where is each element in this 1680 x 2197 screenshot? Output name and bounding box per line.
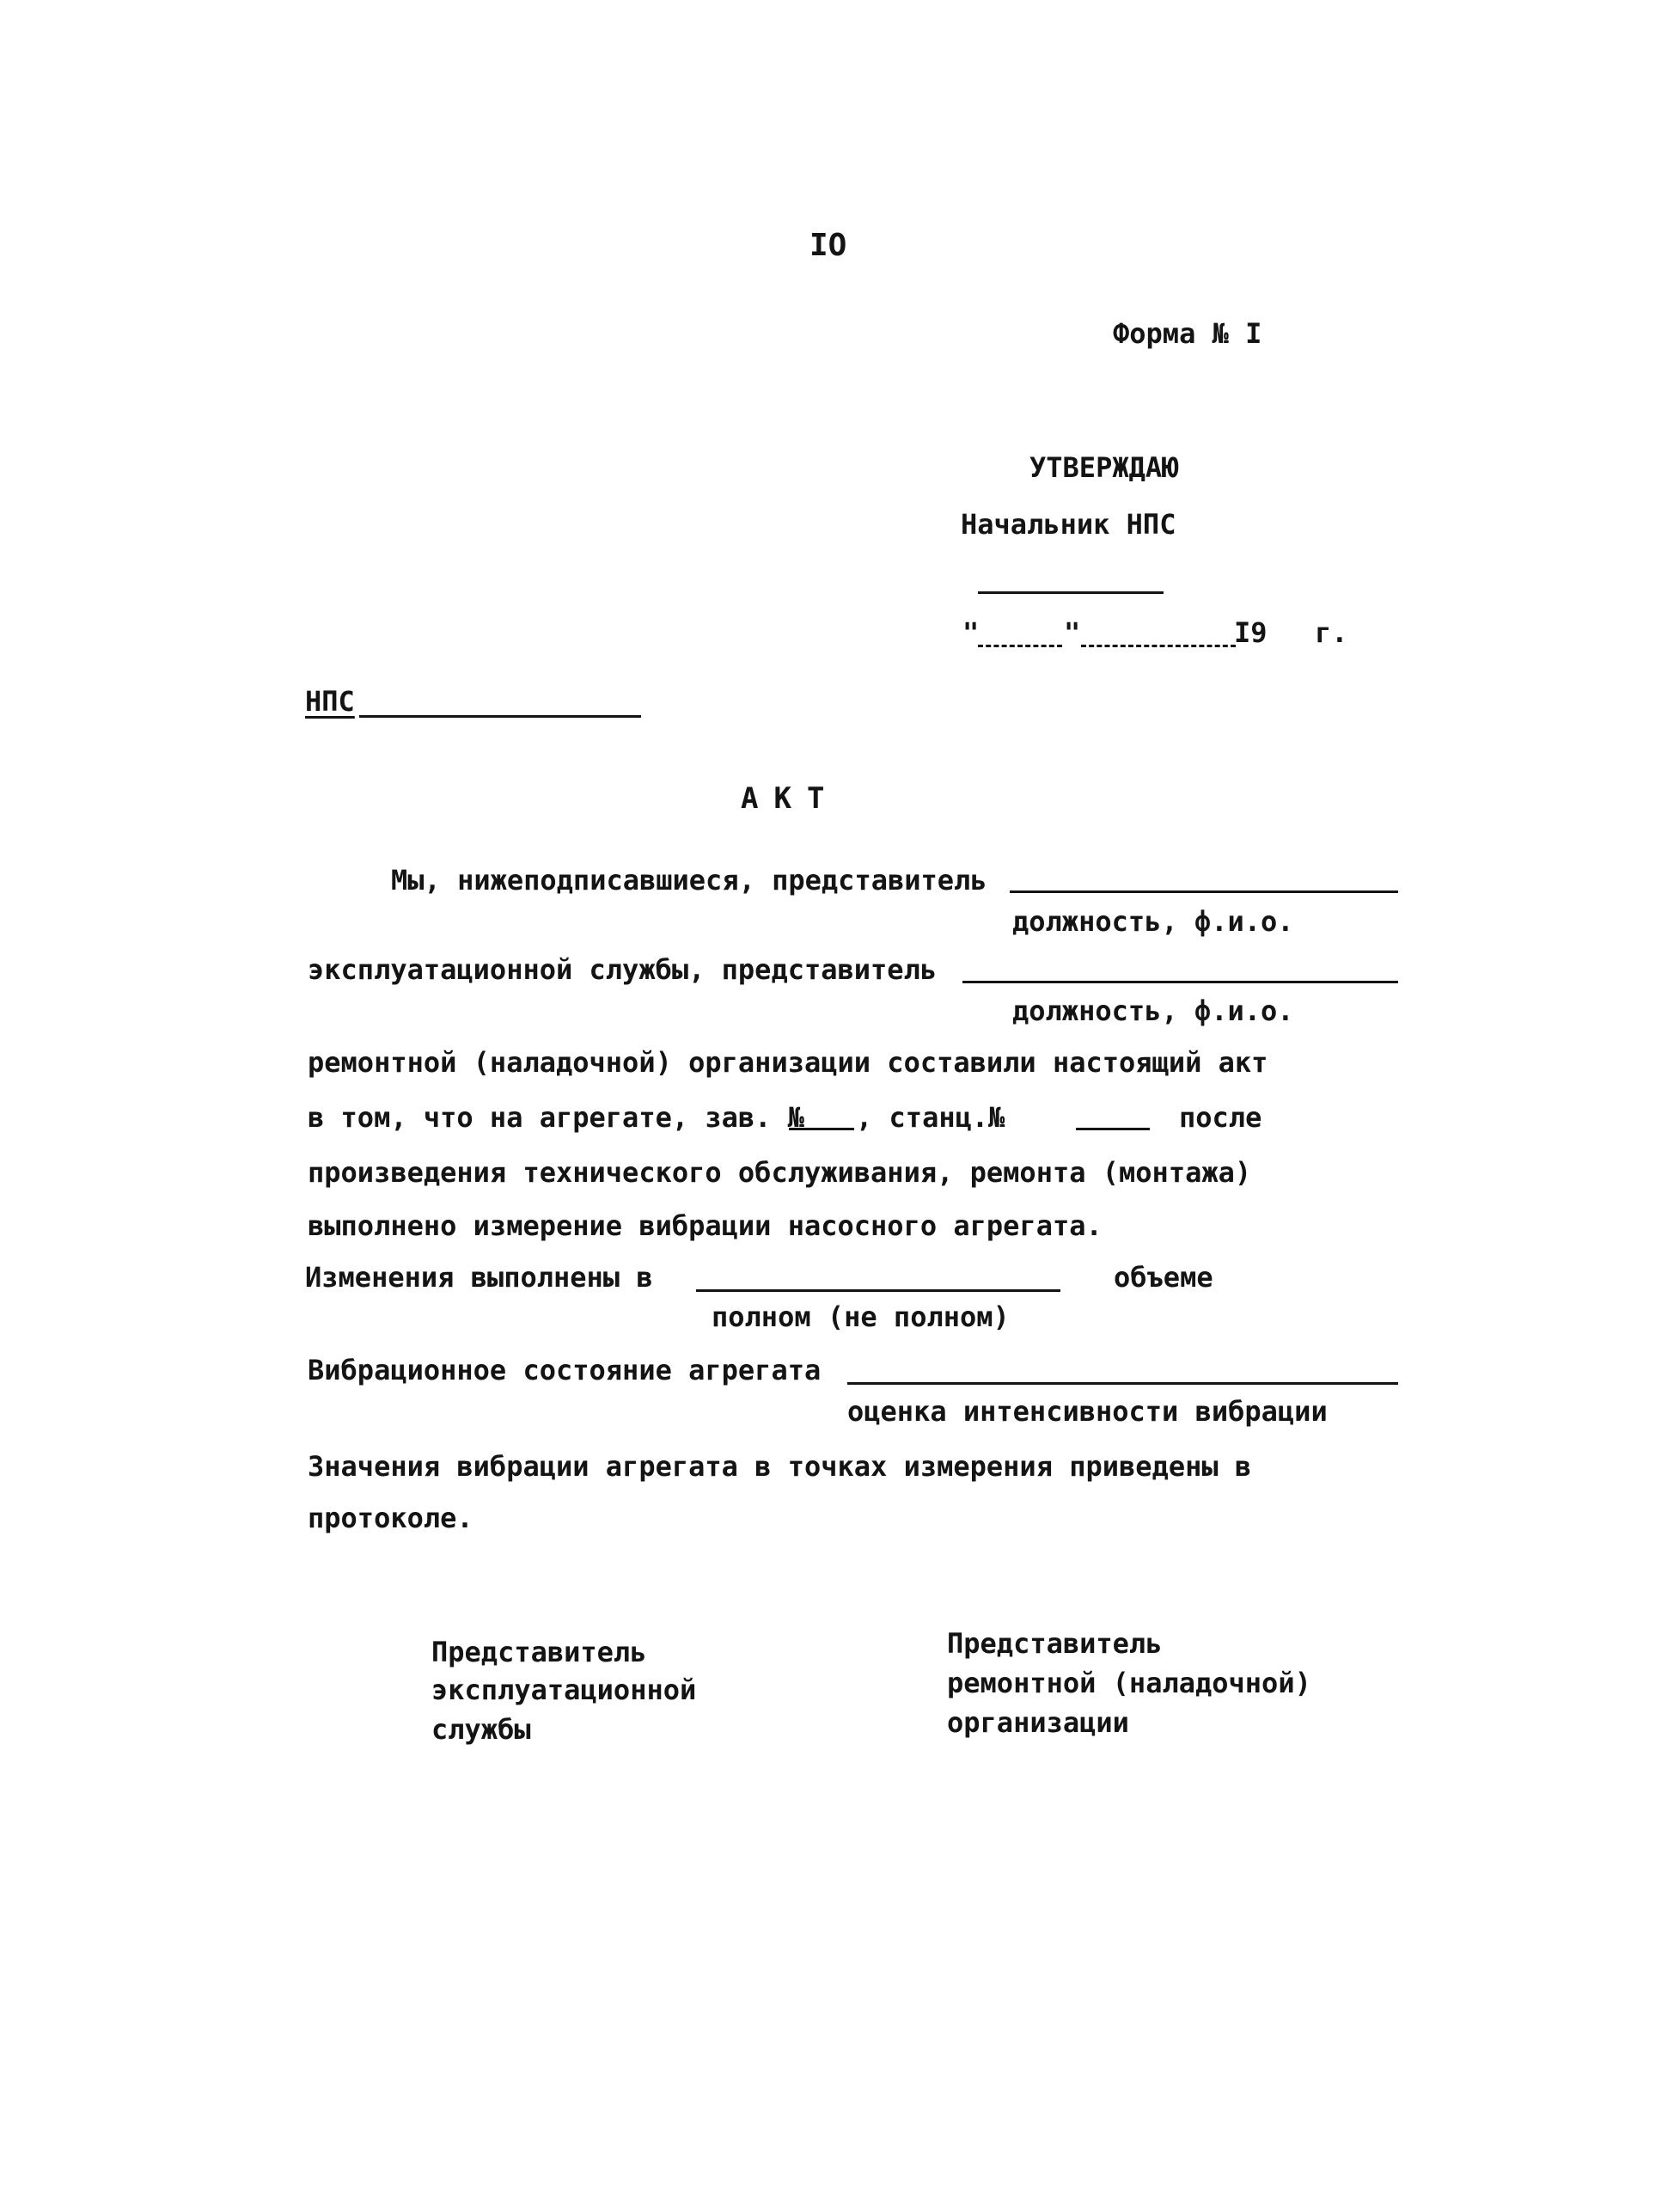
signature-right-line-2: ремонтной (наладочной) <box>947 1667 1311 1699</box>
hint-position-name-2: должность, ф.и.о. <box>1012 994 1294 1027</box>
body-line-4a: в том, что на агрегате, зав. № <box>308 1101 804 1134</box>
form-number: Форма № I <box>1113 317 1262 350</box>
approval-position: Начальник НПС <box>961 508 1176 541</box>
body-line-7a: Изменения выполнены в <box>305 1261 653 1294</box>
body-line-4b: , станц.№ <box>856 1101 1005 1134</box>
date-quote-close: " <box>1064 616 1081 649</box>
document-title: АКТ <box>741 781 840 816</box>
body-line-3: ремонтной (наладочной) организации составили настоящий акт <box>308 1046 1268 1079</box>
signature-left-line-3: службы <box>431 1713 531 1746</box>
date-quote-open: " <box>962 616 980 649</box>
signature-right-line-1: Представитель <box>947 1627 1163 1660</box>
body-line-4c: после <box>1179 1101 1262 1134</box>
station-number-line <box>1076 1128 1150 1130</box>
body-line-7b: объеме <box>1114 1261 1213 1294</box>
vibration-state-line <box>847 1382 1398 1385</box>
date-year-suffix: г. <box>1315 616 1348 649</box>
hint-position-name-1: должность, ф.и.о. <box>1012 905 1294 938</box>
date-month-line <box>1081 645 1236 647</box>
body-line-1: Мы, нижеподписавшиеся, представитель <box>391 864 987 897</box>
hint-scope: полном (не полном) <box>712 1300 1010 1333</box>
hint-vibration: оценка интенсивности вибрации <box>847 1395 1328 1428</box>
factory-number-line <box>789 1128 854 1130</box>
approval-heading: УТВЕРЖДАЮ <box>1029 451 1179 484</box>
page-number: IO <box>809 228 847 263</box>
body-line-5: произведения технического обслуживания, ремонта (монтажа) <box>308 1156 1252 1189</box>
body-line-6: выполнено измерение вибрации насосного агрегата. <box>308 1209 1103 1242</box>
body-line-2: эксплуатационной службы, представитель <box>308 953 938 986</box>
body-line-10: протоколе. <box>308 1502 473 1534</box>
signature-left-line-1: Представитель <box>431 1636 647 1668</box>
date-year-prefix: I9 <box>1234 616 1268 649</box>
approval-signature-line <box>978 591 1164 594</box>
date-day-line <box>978 645 1062 647</box>
scope-line <box>696 1289 1060 1292</box>
body-line-9: Значения вибрации агрегата в точках измерения приведены в <box>308 1450 1252 1483</box>
body-line-8: Вибрационное состояние агрегата <box>308 1354 822 1386</box>
representative-2-line <box>962 981 1398 983</box>
signature-left-line-2: эксплуатационной <box>431 1674 697 1706</box>
station-line <box>359 715 641 718</box>
representative-1-line <box>1010 890 1398 893</box>
station-label: НПС <box>305 685 355 718</box>
signature-right-line-3: организации <box>947 1706 1129 1739</box>
